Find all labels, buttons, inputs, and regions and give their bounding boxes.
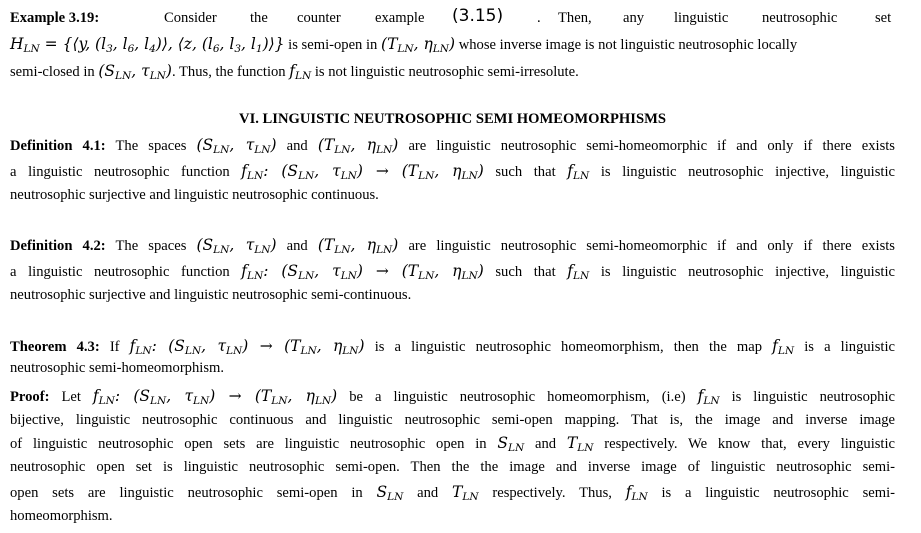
- definition-4-1-line-2: a linguistic neutrosophic function $f_{LN}$: ($S_{LN}$, $\tau_{LN}) \to (T_{LN}$, $\eta_{LN}$) such that $f_{LN}$ is linguistic neutrosophic injective, linguistic: [10, 162, 895, 183]
- example-word: any: [623, 10, 645, 26]
- proof-line-6: homeomorphism.: [10, 508, 113, 524]
- theorem-4-3-line-1: Theorem 4.3: If $f_{LN}$: ($S_{LN}$, $\tau_{LN}) \to (T_{LN}$, $\eta_{LN}$) is a linguistic neutrosophic homeomorphism, then the map $f_{LN}$ is a linguistic: [10, 337, 895, 358]
- example-line-2: $H_{LN}$ = {⟨y, ($l_3$, $l_6$, $l_4)⟩$, ⟨z, ($l_6$, $l_3$, $l_1)⟩$} is semi-open in ($T_{LN}$, $\eta_{LN}$) whose inverse image is not linguistic neutrosophic locally: [10, 35, 798, 56]
- definition-4-2-line-1: Definition 4.2: The spaces ($S_{LN}$, $\tau_{LN}$) and ($T_{LN}$, $\eta_{LN}$) are linguistic neutrosophic semi-homeomorphic if and only if there exists: [10, 236, 895, 257]
- math-expression: $f_{LN}$: [289, 62, 312, 83]
- section-heading: VI. LINGUISTIC NEUTROSOPHIC SEMI HOMEOMORPHISMS: [239, 111, 666, 127]
- example-word: example: [375, 10, 425, 26]
- example-label: Example 3.19:: [10, 10, 100, 26]
- proof-line-1: Proof: Let $f_{LN}$: ($S_{LN}$, $\tau_{LN}) \to (T_{LN}$, $\eta_{LN}$) be a linguistic neutrosophic homeomorphism, (i.e) $f_{LN}$ is linguistic neutrosophic: [10, 387, 896, 408]
- theorem-4-3-line-2: neutrosophic semi-homeomorphism.: [10, 360, 225, 376]
- math-expression: $f_{LN}$: ($S_{LN}$, $\tau_{LN}) \to (T_{LN}$, $\eta_{LN}$): [92, 387, 338, 408]
- math-expression: $S_{LN}$: [376, 483, 404, 504]
- proof-line-3: of linguistic neutrosophic open sets are linguistic neutrosophic open in $S_{LN}$ and $T_{LN}$ respectively. We know that, every linguistic: [10, 434, 896, 455]
- example-word: .: [537, 10, 541, 26]
- math-expression: $f_{LN}$: ($S_{LN}$, $\tau_{LN}) \to (T_{LN}$, $\eta_{LN}$): [129, 337, 365, 358]
- definition-4-2-line-2: a linguistic neutrosophic function $f_{LN}$: ($S_{LN}$, $\tau_{LN}) \to (T_{LN}$, $\eta_{LN}$) such that $f_{LN}$ is linguistic neutrosophic injective, linguistic: [10, 262, 895, 283]
- proof-line-5: open sets are linguistic neutrosophic semi-open in $S_{LN}$ and $T_{LN}$ respectively. Thus, $f_{LN}$ is a linguistic neutrosophic semi-: [10, 483, 895, 504]
- proof-line-2: bijective, linguistic neutrosophic continuous and linguistic neutrosophic semi-open mapping. That is, the image and inverse image: [10, 412, 895, 428]
- math-expression: ($T_{LN}$, $\eta_{LN}$): [317, 136, 399, 157]
- example-word: Then,: [558, 10, 592, 26]
- example-line-3: semi-closed in ($S_{LN}$, $\tau_{LN}$). Thus, the function $f_{LN}$ is not linguistic neutrosophic semi-irresolute.: [10, 62, 579, 83]
- example-word: the: [250, 10, 268, 26]
- example-word: linguistic: [674, 10, 729, 26]
- math-expression: $f_{LN}$: ($S_{LN}$, $\tau_{LN}) \to (T_{LN}$, $\eta_{LN}$): [241, 162, 484, 183]
- definition-4-2-line-3: neutrosophic surjective and linguistic neutrosophic semi-continuous.: [10, 287, 412, 303]
- math-expression: $T_{LN}$: [566, 434, 594, 455]
- math-expression: $f_{LN}$: ($S_{LN}$, $\tau_{LN}) \to (T_{LN}$, $\eta_{LN}$): [241, 262, 484, 283]
- math-expression: ($T_{LN}$, $\eta_{LN}$): [317, 236, 399, 257]
- math-expression: ($S_{LN}$, $\tau_{LN}$): [98, 62, 172, 83]
- math-expression: ($T_{LN}$, $\eta_{LN}$): [381, 35, 456, 56]
- example-word: Consider: [164, 10, 217, 26]
- proof-line-4: neutrosophic open set is linguistic neutrosophic semi-open. Then the the image and inverse image of linguistic neutrosophic semi-: [10, 459, 895, 475]
- example-word: counter: [297, 10, 341, 26]
- example-line-1: [10, 7, 895, 29]
- example-word: neutrosophic: [762, 10, 838, 26]
- math-expression: $f_{LN}$: [625, 483, 648, 504]
- math-expression: $T_{LN}$: [452, 483, 479, 504]
- math-expression: $f_{LN}$: [772, 337, 795, 358]
- math-expression: ($S_{LN}$, $\tau_{LN}$): [196, 236, 277, 257]
- math-expression: $f_{LN}$: [697, 387, 720, 408]
- example-ref: (3.15): [452, 6, 504, 26]
- math-expression: $H_{LN}$ = {⟨y, ($l_3$, $l_6$, $l_4)⟩$, ⟨z, ($l_6$, $l_3$, $l_1)⟩$}: [10, 35, 285, 56]
- definition-4-1-line-3: neutrosophic surjective and linguistic neutrosophic continuous.: [10, 187, 379, 203]
- example-word: set: [875, 10, 892, 26]
- math-expression: $f_{LN}$: [567, 162, 590, 183]
- definition-4-1-line-1: Definition 4.1: The spaces ($S_{LN}$, $\tau_{LN}$) and ($T_{LN}$, $\eta_{LN}$) are linguistic neutrosophic semi-homeomorphic if and only if there exists: [10, 136, 895, 157]
- math-expression: $S_{LN}$: [497, 434, 525, 455]
- math-expression: ($S_{LN}$, $\tau_{LN}$): [196, 136, 277, 157]
- math-expression: $f_{LN}$: [567, 262, 590, 283]
